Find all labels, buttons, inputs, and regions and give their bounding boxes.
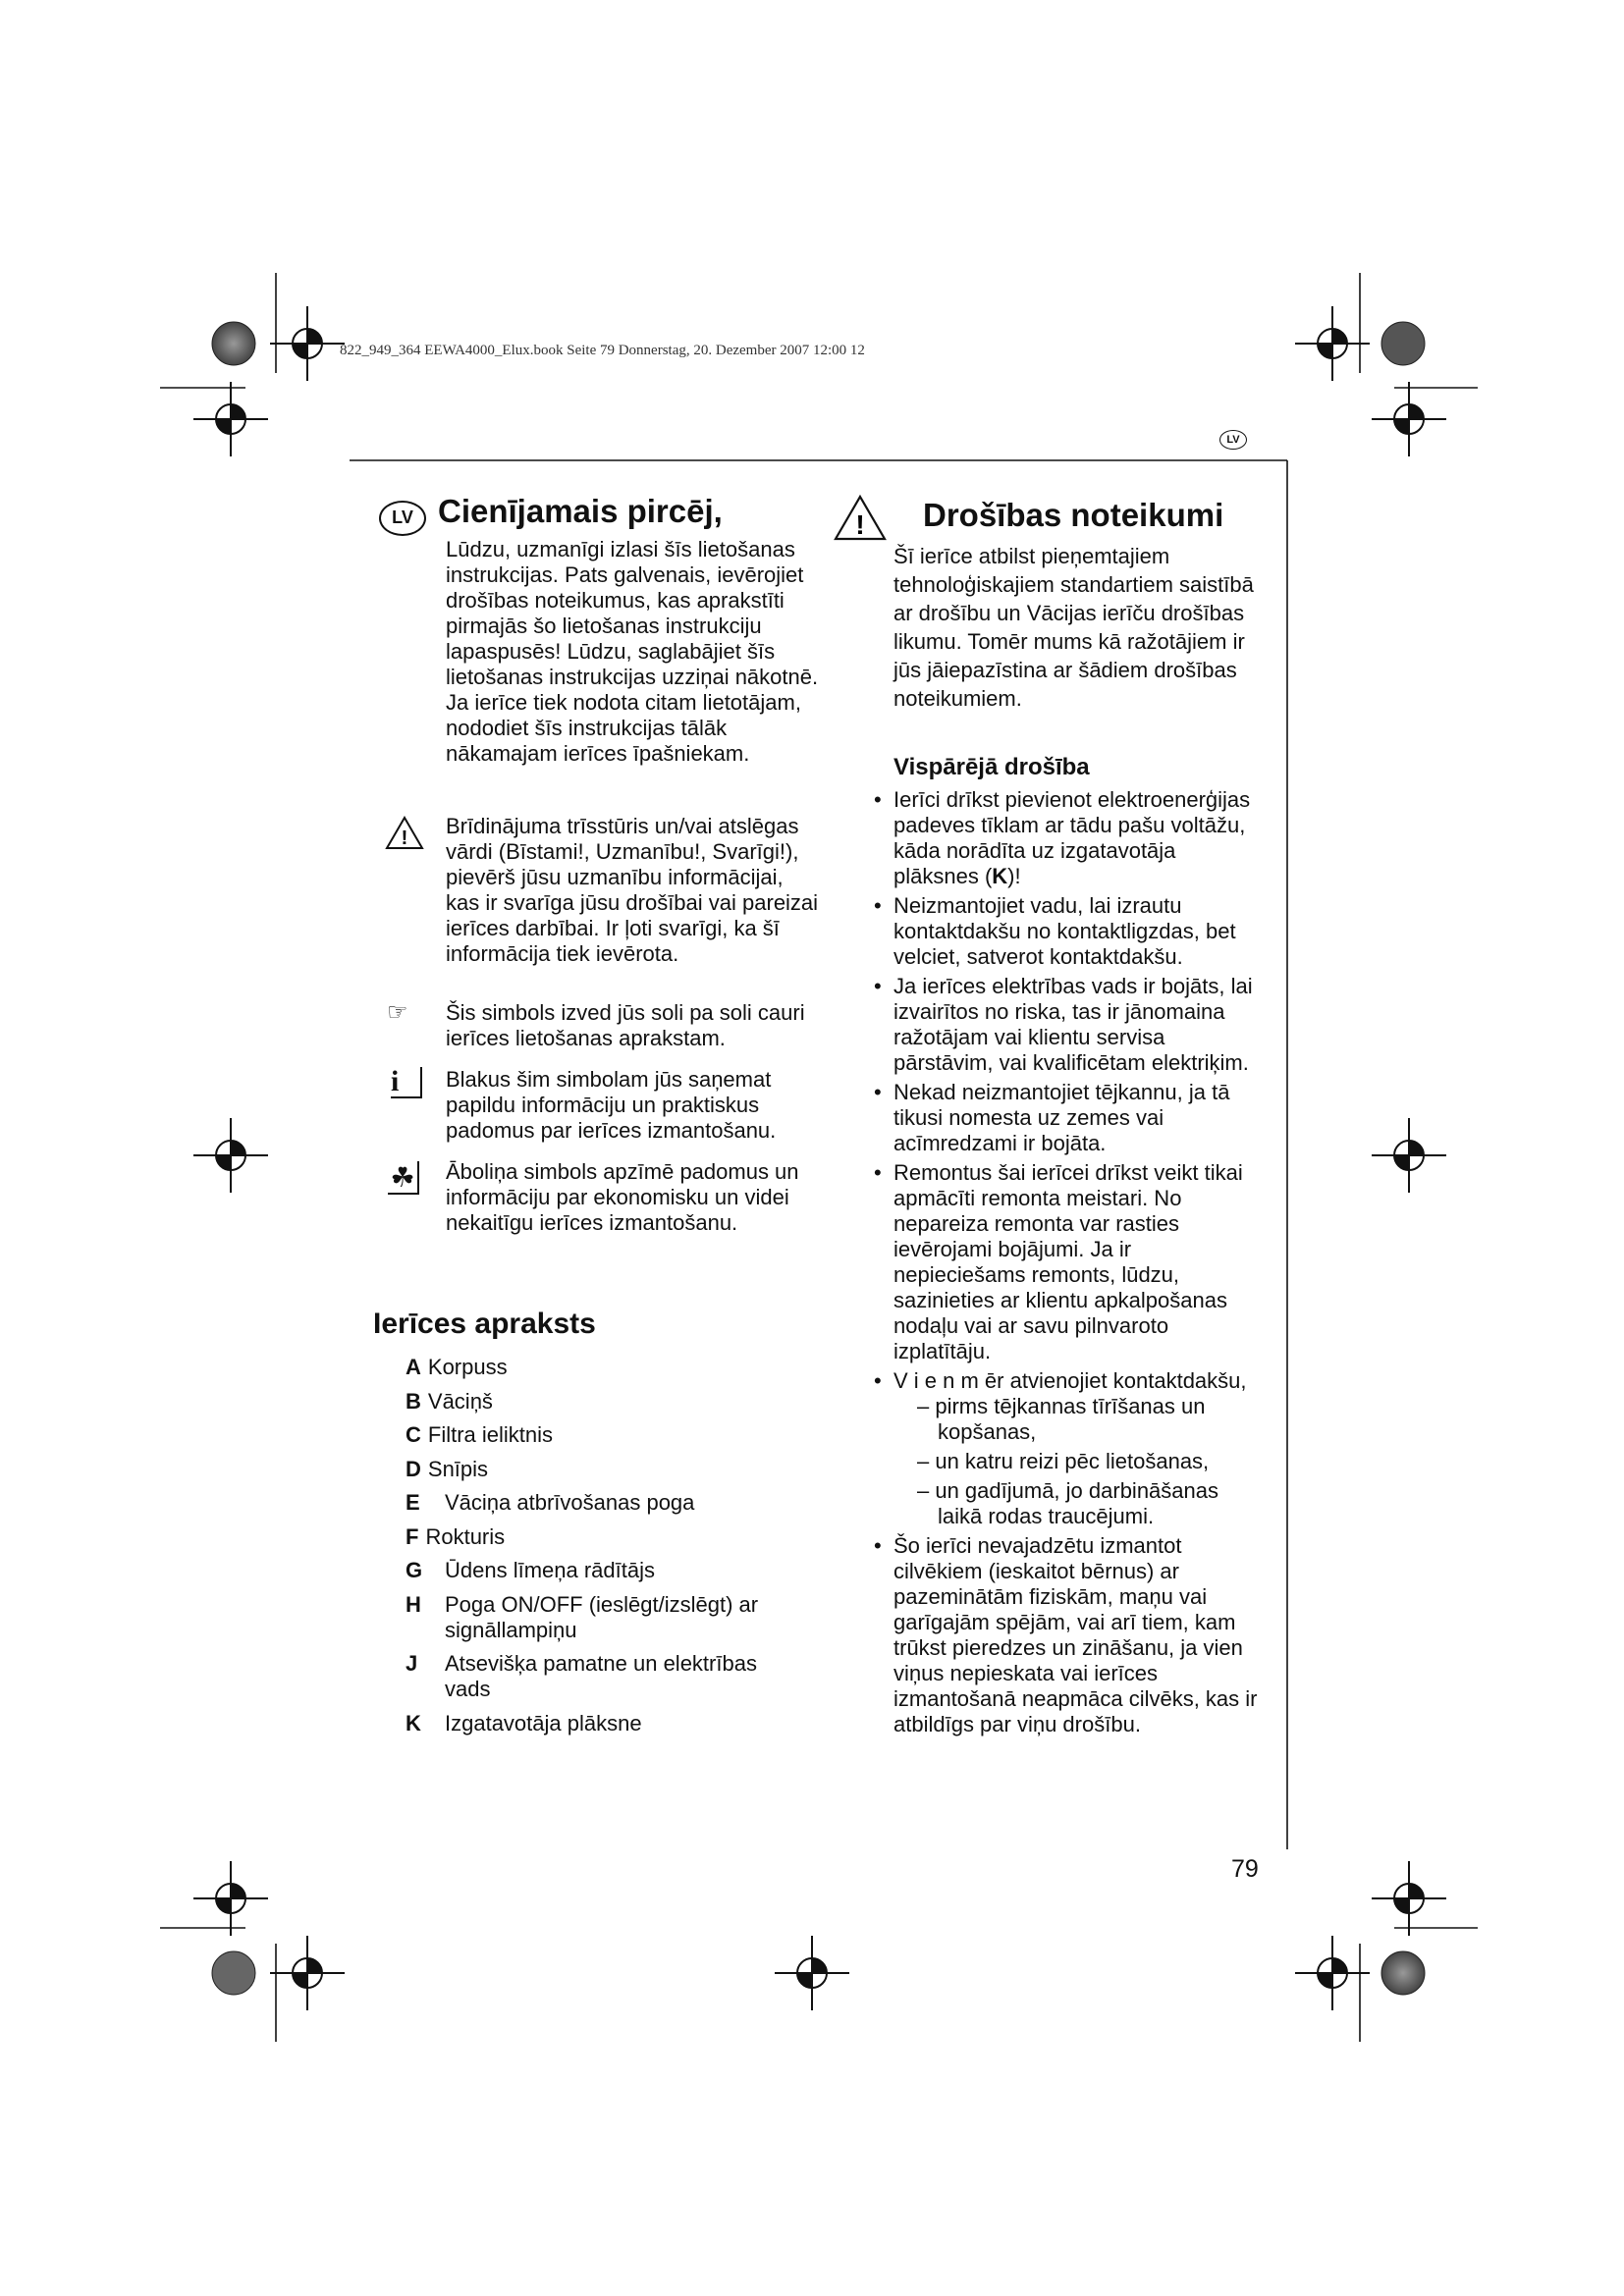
part-item: E Vāciņa atbrīvošanas poga — [406, 1490, 695, 1515]
info-icon: i — [391, 1067, 422, 1098]
part-item: F Rokturis — [406, 1523, 506, 1549]
registration-mark-icon — [1372, 1118, 1446, 1193]
print-header-line: 822_949_364 EEWA4000_Elux.book Seite 79 Donnerstag, 20. Dezember 2007 12:00 12 — [340, 343, 865, 358]
safety-intro: Šī ierīce atbilst pieņemtajiem tehnoloģiskajiem standartiem saistībā ar drošību un Vācijas ierīču drošības likumu. Tomēr mums kā ražotājiem ir jūs jāiepazīstina ar šādiem drošības noteikumiem. — [893, 544, 1254, 711]
symbol-hand-text: Šis simbols izved jūs soli pa soli cauri ierīces lietošanas aprakstam. — [446, 1000, 805, 1050]
part-item: G Ūdens līmeņa rādītājs — [406, 1558, 655, 1582]
gray-wheel-icon — [1381, 1951, 1425, 1995]
list-item: • Ierīci drīkst pievienot elektroenerģijas padeves tīklam ar tādu pašu voltāžu, kāda norādīta uz izgatavotāja plāksnes (K)! — [893, 787, 1262, 889]
part-item: D Snīpis — [406, 1456, 489, 1481]
list-item: • Remontus šai ierīcei drīkst veikt tikai apmācīti remonta meistari. No nepareiza remonta var rasties ievērojami bojājumi. Ja ir nepieciešams remonts, lūdzu, sazinieties ar klientu apkalpošanas nodaļu vai ar savu pilnvaroto izplatītāju. — [893, 1160, 1262, 1364]
list-item: • Nekad neizmantojiet tējkannu, ja tā tikusi nomesta uz zemes vai acīmredzami ir bojāta. — [893, 1080, 1262, 1156]
part-item: B Vāciņš — [406, 1388, 493, 1414]
intro-title — [379, 493, 723, 536]
sub-item: – un katru reizi pēc lietošanas, — [917, 1449, 1210, 1473]
registration-mark-icon — [270, 306, 345, 381]
list-item: • Šo ierīci nevajadzētu izmantot cilvēkiem (ieskaitot bērnus) ar pazeminātām fiziskām, maņu vai garīgajām spējām, vai arī tiem, kam trūkst pieredzes un zināšanu, ja vien viņus nepieskata vai ierīces izmantošanā neapmāca cilvēks, kas ir atbildīgs par viņu drošību. — [893, 1533, 1262, 1737]
registration-mark-icon — [1295, 1936, 1370, 2010]
list-item: • Ja ierīces elektrības vads ir bojāts, lai izvairītos no riska, tas ir jānomaina ražotājam vai klientu servisa pārstāvim, vai kvalificētam elektriķim. — [893, 974, 1262, 1076]
gray-wheel-icon — [212, 1951, 255, 1995]
part-item: H Poga ON/OFF (ieslēgt/izslēgt) ar signāllampiņu — [406, 1591, 759, 1642]
symbol-info-text: Blakus šim simbolam jūs saņemat papildu informāciju un praktiskus padomus par ierīces izmantošanu. — [446, 1067, 777, 1143]
list-item: • V i e n m ēr atvienojiet kontaktdakšu, — [893, 1368, 1262, 1394]
safety-title: Drošības noteikumi — [923, 497, 1224, 533]
registration-mark-icon — [775, 1936, 849, 2010]
svg-text:!: ! — [401, 828, 408, 849]
warning-triangle-icon — [833, 494, 888, 543]
sub-item: – pirms tējkannas tīrīšanas un kopšanas, — [917, 1394, 1206, 1444]
registration-mark-icon — [193, 1861, 268, 1936]
language-badge: LV — [1219, 430, 1247, 450]
pointing-hand-icon: ☞ — [387, 999, 408, 1026]
registration-mark-icon — [1372, 1861, 1446, 1936]
svg-text:!: ! — [855, 509, 865, 540]
gray-wheel-icon — [212, 322, 255, 365]
safety-bullet-list — [893, 787, 1262, 1737]
page-number: 79 — [1231, 1855, 1259, 1883]
language-badge: LV — [379, 501, 426, 536]
intro-title-text: Cienījamais pircēj, — [438, 493, 723, 529]
registration-mark-icon — [193, 382, 268, 456]
part-item: C Filtra ieliktnis — [406, 1422, 554, 1447]
description-title: Ierīces apraksts — [373, 1308, 596, 1340]
symbol-warning-text: Brīdinājuma trīsstūris un/vai atslēgas vārdi (Bīstami!, Uzmanību!, Svarīgi!), pievērš jūsu uzmanību informācijai, kas ir svarīga jūsu drošībai vai pareizai ierīces darbībai. Ir ļoti svarīgi, ka šī informācija tiek ievērota. — [446, 814, 819, 966]
registration-mark-icon — [193, 1118, 268, 1193]
general-safety-subtitle: Vispārējā drošība — [893, 754, 1090, 780]
parts-list — [406, 1355, 838, 1744]
intro-paragraph: Lūdzu, uzmanīgi izlasi šīs lietošanas instrukcijas. Pats galvenais, ievērojiet drošības noteikumus, kas aprakstīti pirmajās šo lietošanas instrukciju lapaspusēs! Lūdzu, saglabājiet šīs lietošanas instrukcijas uzziņai nākotnē. Ja ierīce tiek nodota citam lietotājam, nododiet šīs instrukcijas tālāk nākamajam ierīces īpašniekam. — [446, 537, 819, 766]
part-item: J Atsevišķa pamatne un elektrības vads — [406, 1651, 757, 1701]
part-item: K Izgatavotāja plāksne — [406, 1710, 642, 1735]
gray-wheel-icon — [1381, 322, 1425, 365]
sub-item: – un gadījumā, jo darbināšanas laikā rodas traucējumi. — [917, 1478, 1218, 1528]
registration-mark-icon — [270, 1936, 345, 2010]
registration-mark-icon — [1295, 306, 1370, 381]
list-item: • Neizmantojiet vadu, lai izrautu kontaktdakšu no kontaktligzdas, bet velciet, satverot kontaktdakšu. — [893, 893, 1262, 970]
registration-mark-icon — [1372, 382, 1446, 456]
clover-icon: ☘ — [388, 1161, 419, 1195]
warning-triangle-icon — [385, 815, 424, 850]
symbol-clover-text: Āboliņa simbols apzīmē padomus un informāciju par ekonomisku un videi nekaitīgu ierīces izmantošanu. — [446, 1159, 799, 1235]
part-item: A Korpuss — [406, 1355, 508, 1379]
